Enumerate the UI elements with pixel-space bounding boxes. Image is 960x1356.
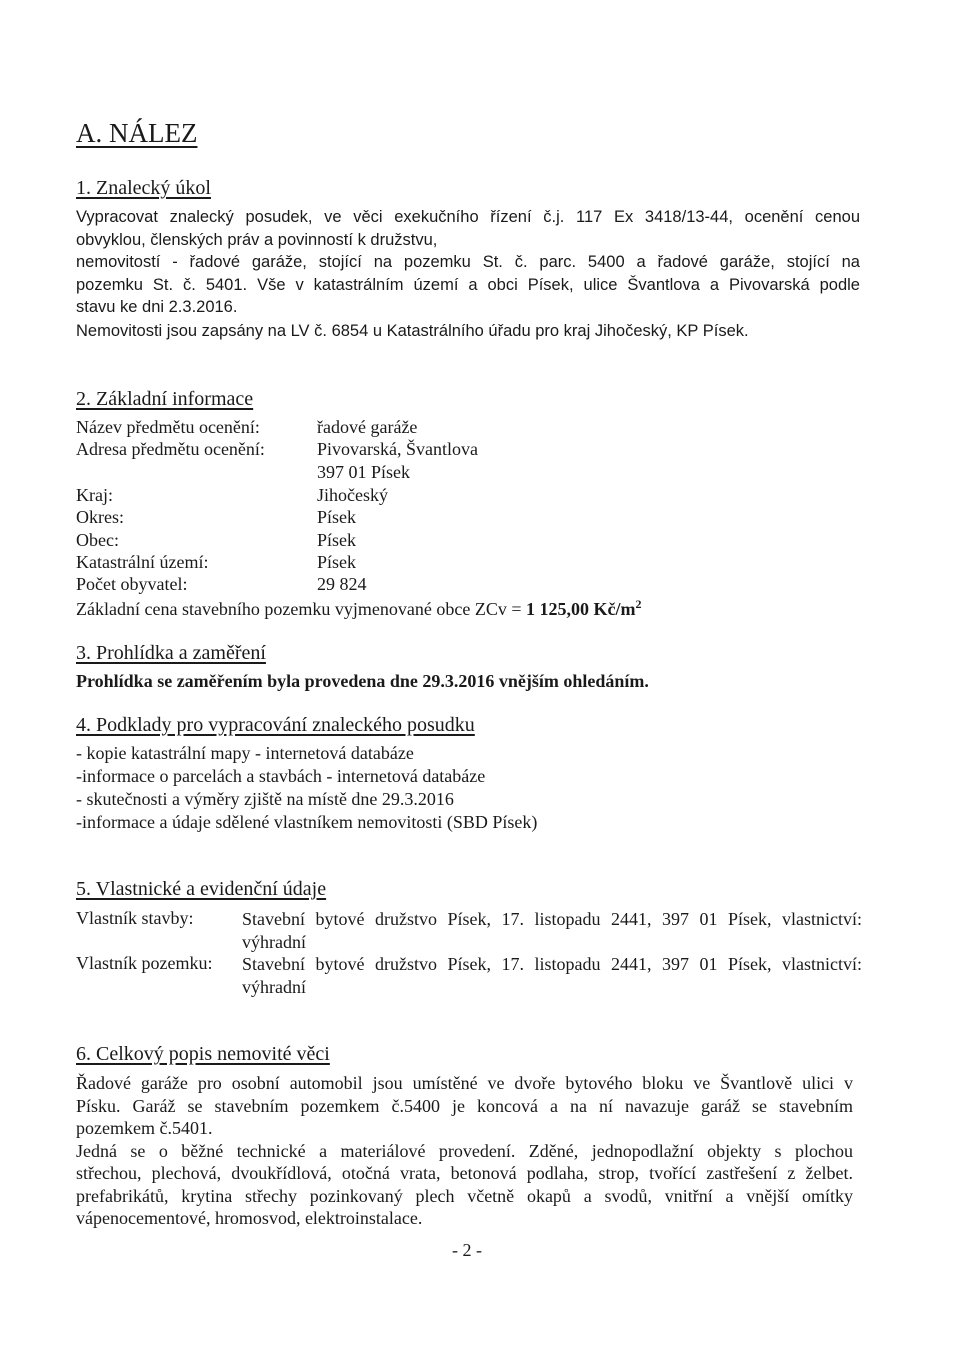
info-value: Jihočeský (317, 485, 388, 505)
info-value: 397 01 Písek (317, 462, 411, 482)
info-label: Okres: (76, 507, 124, 527)
owner-value-line: výhradní (242, 931, 306, 952)
section-1-heading: 1. Znalecký úkol (76, 177, 211, 199)
registry-line: Nemovitosti jsou zapsány na LV č. 6854 u Katastrálního úřadu pro kraj Jihočeský, KP Písek. (76, 322, 749, 340)
owner-value (242, 908, 862, 953)
owner-label: Vlastník stavby: (76, 908, 194, 928)
section-5-heading: 5. Vlastnické a evidenční údaje (76, 878, 327, 900)
info-value: Písek (317, 530, 357, 550)
paragraph-line: pozemku St. č. 5401. Vše v katastrálním území a obci Písek, ulice Švantlova a Pivovarská podle (76, 275, 860, 294)
base-price-value: 1 125,00 Kč/m (526, 599, 636, 619)
paragraph-line: nemovitostí - řadové garáže, stojící na pozemku St. č. parc. 5400 a řadové garáže, stojící na (76, 253, 860, 271)
paragraph-line: Vypracovat znalecký posudek, ve věci exekučního řízení č.j. 117 Ex 3418/13-44, ocenění cenou (76, 208, 860, 226)
list-item: -informace a údaje sdělené vlastníkem nemovitosti (SBD Písek) (76, 812, 538, 832)
info-label: Počet obyvatel: (76, 574, 188, 594)
owner-value-line: Stavební bytové družstvo Písek, 17. listopadu 2441, 397 01 Písek, vlastnictví: (242, 909, 862, 929)
list-item: -informace o parcelách a stavbách - internetová databáze (76, 766, 486, 786)
info-label: Adresa předmětu ocenění: (76, 439, 265, 459)
owner-value-line: výhradní (242, 976, 306, 997)
info-value: řadové garáže (317, 417, 418, 437)
section-3-heading: 3. Prohlídka a zaměření (76, 642, 266, 664)
info-value: Písek (317, 552, 357, 572)
paragraph-line: Řadové garáže pro osobní automobil jsou umístěné ve dvoře bytového bloku ve Švantlově ulici v (76, 1073, 853, 1093)
section-1-paragraph (76, 208, 860, 321)
section-4-heading: 4. Podklady pro vypracování znaleckého posudku (76, 714, 475, 736)
document-title: A. NÁLEZ (76, 118, 198, 148)
paragraph-line: stavu ke dni 2.3.2016. (76, 298, 238, 316)
info-value: 29 824 (317, 574, 367, 594)
info-label: Obec: (76, 530, 119, 550)
owner-value (242, 953, 862, 998)
paragraph-line: vápenocementové, hromosvod, elektroinstalace. (76, 1208, 423, 1228)
base-price-text: Základní cena stavebního pozemku vyjmenované obce ZCv = (76, 599, 527, 619)
page-number: - 2 - (452, 1240, 482, 1260)
inspection-text: Prohlídka se zaměřením byla provedena dne 29.3.2016 vnějším ohledáním. (76, 671, 649, 691)
list-item: - skutečnosti a výměry zjiště na místě dne 29.3.2016 (76, 789, 454, 809)
owner-label: Vlastník pozemku: (76, 953, 213, 973)
paragraph-line: Jedná se o běžné technické a materiálové provedení. Zděné, jednopodlažní objekty s plochou (76, 1140, 853, 1161)
info-label: Katastrální území: (76, 552, 209, 572)
info-value: Pivovarská, Švantlova (317, 439, 478, 459)
paragraph-line: pozemkem č.5401. (76, 1118, 213, 1138)
list-item: - kopie katastrální mapy - internetová databáze (76, 743, 414, 763)
paragraph-line: Písku. Garáž se stavebním pozemkem č.5400 je koncová a na ní navazuje garáž se stavebním (76, 1095, 853, 1116)
section-6-paragraph (76, 1073, 853, 1231)
base-price-line (76, 597, 642, 620)
section-2-heading: 2. Základní informace (76, 388, 254, 410)
section-6-heading: 6. Celkový popis nemovité věci (76, 1043, 330, 1065)
info-value: Písek (317, 507, 357, 527)
info-label: Název předmětu ocenění: (76, 417, 260, 437)
paragraph-line: prefabrikátů, krytina střechy pozinkovaný plech včetně okapů a svodů, vnitřní a vnější omítky (76, 1185, 853, 1206)
paragraph-line: střechou, plechová, dvoukřídlová, otočná vrata, betonová podlaha, strop, tvořící zastřešení z želbet. (76, 1163, 853, 1183)
info-label: Kraj: (76, 485, 113, 505)
paragraph-line: obvyklou, členských práv a povinností k družstvu, (76, 230, 438, 249)
base-price-exponent: 2 (635, 597, 642, 611)
owner-value-line: Stavební bytové družstvo Písek, 17. listopadu 2441, 397 01 Písek, vlastnictví: (242, 954, 862, 974)
